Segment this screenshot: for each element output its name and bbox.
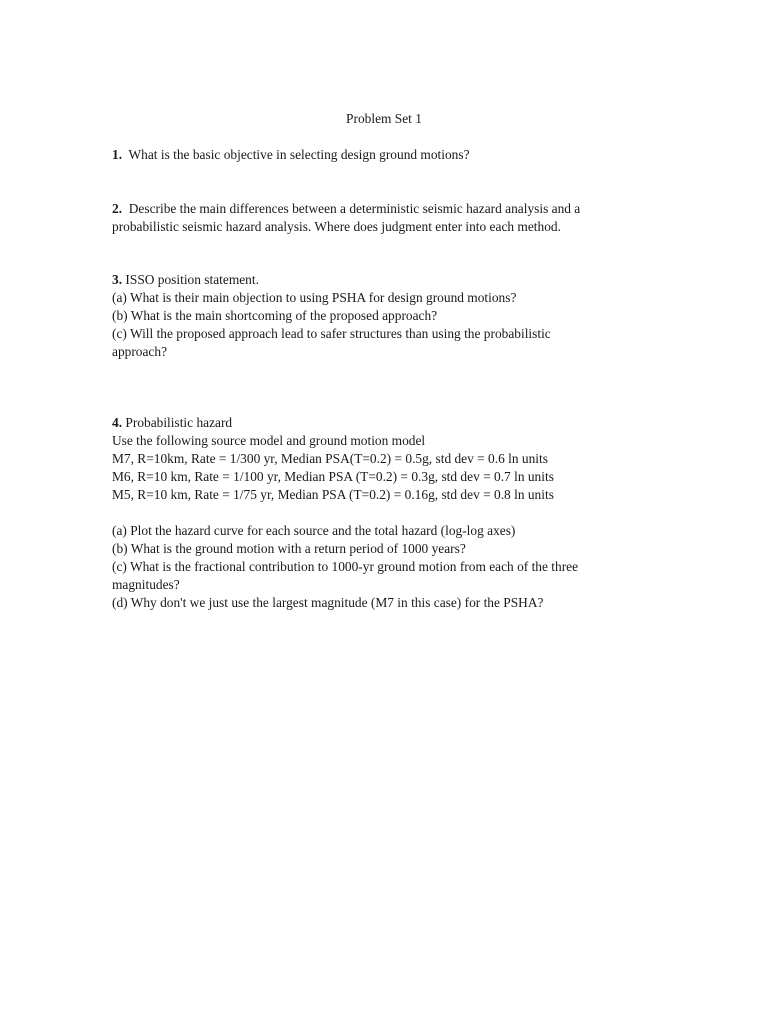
question-2 [112, 200, 652, 236]
question-4-source-m5: M5, R=10 km, Rate = 1/75 yr, Median PSA (T=0.2) = 0.16g, std dev = 0.8 ln units [112, 487, 554, 502]
question-3-heading-line [112, 271, 652, 289]
question-4-part-c-line-1: (c) What is the fractional contribution to 1000-yr ground motion from each of the three [112, 559, 579, 574]
question-1 [112, 146, 652, 164]
question-1-line [112, 146, 652, 164]
question-4-source-m7: M7, R=10km, Rate = 1/300 yr, Median PSA(T=0.2) = 0.5g, std dev = 0.6 ln units [112, 451, 548, 466]
question-3-number: 3. [112, 272, 123, 287]
question-3-part-a: (a) What is their main objection to using PSHA for design ground motions? [112, 290, 517, 305]
question-1-text: What is the basic objective in selecting design ground motions? [128, 147, 470, 162]
question-2-number: 2. [112, 201, 123, 216]
question-4-intro: Use the following source model and ground motion model [112, 433, 426, 448]
question-3-part-b: (b) What is the main shortcoming of the proposed approach? [112, 308, 438, 323]
question-1-number: 1. [112, 147, 123, 162]
question-2-text-line-2: probabilistic seismic hazard analysis. Where does judgment enter into each method. [112, 219, 561, 234]
question-4-part-d: (d) Why don't we just use the largest magnitude (M7 in this case) for the PSHA? [112, 595, 544, 610]
question-4-heading-line [112, 414, 652, 432]
question-4-number: 4. [112, 415, 123, 430]
question-3-heading: ISSO position statement. [125, 272, 259, 287]
question-2-line-1 [112, 200, 652, 218]
question-4-part-c-line-2: magnitudes? [112, 577, 180, 592]
question-4-part-a: (a) Plot the hazard curve for each source and the total hazard (log-log axes) [112, 523, 516, 538]
question-4 [112, 414, 652, 612]
page-title: Problem Set 1 [346, 111, 422, 126]
question-4-source-m6: M6, R=10 km, Rate = 1/100 yr, Median PSA (T=0.2) = 0.3g, std dev = 0.7 ln units [112, 469, 554, 484]
question-4-part-b: (b) What is the ground motion with a return period of 1000 years? [112, 541, 466, 556]
question-3-part-c-line-2: approach? [112, 344, 168, 359]
question-3-part-c-line-1: (c) Will the proposed approach lead to safer structures than using the probabilistic [112, 326, 551, 341]
question-4-spacer [112, 504, 652, 522]
question-2-text-line-1: Describe the main differences between a deterministic seismic hazard analysis and a [128, 201, 581, 216]
question-3 [112, 271, 652, 361]
question-4-heading: Probabilistic hazard [125, 415, 233, 430]
